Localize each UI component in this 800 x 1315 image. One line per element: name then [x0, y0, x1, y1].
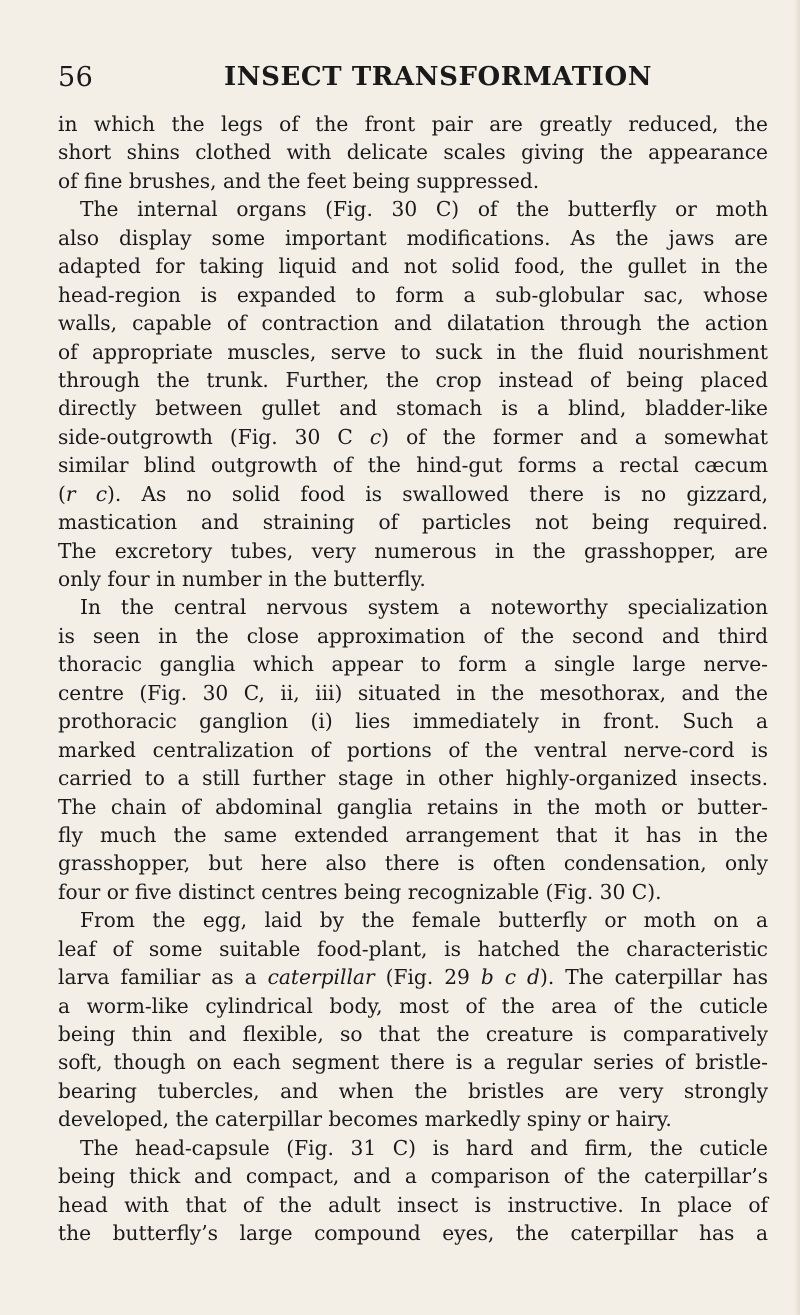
page-edge	[794, 0, 800, 1315]
text-line: head with that of the adult insect is instructive. In place of	[58, 1192, 768, 1217]
text-line: developed, the caterpillar becomes markedly spiny or hairy.	[58, 1107, 672, 1132]
text-line: prothoracic ganglion (i) lies immediately in front. Such a	[58, 709, 768, 734]
text-line: a worm-like cylindrical body, most of the area of the cuticle	[58, 993, 768, 1018]
text-line: short shins clothed with delicate scales giving the appearance	[58, 140, 768, 165]
text-line: thoracic ganglia which appear to form a single large nerve-	[58, 652, 768, 677]
text-line: grasshopper, but here also there is often condensation, only	[58, 851, 768, 876]
text-line: four or five distinct centres being recognizable (Fig. 30 C).	[58, 879, 662, 904]
text-fragment: ). The caterpillar has	[539, 965, 768, 990]
text-line: similar blind outgrowth of the hind-gut forms a rectal cæcum	[58, 453, 768, 478]
italic-label: r c	[65, 481, 108, 506]
text-line: fly much the same extended arrangement that it has in the	[58, 822, 768, 847]
text-line: The head-capsule (Fig. 31 C) is hard and firm, the cuticle	[80, 1135, 768, 1160]
page-header	[58, 62, 758, 102]
text-line: soft, though on each segment there is a regular series of bristle-	[58, 1050, 768, 1075]
body-text	[58, 110, 768, 1248]
text-line: marked centralization of portions of the ventral nerve-cord is	[58, 737, 768, 762]
text-line: adapted for taking liquid and not solid food, the gullet in the	[58, 254, 768, 279]
text-line: also display some important modifications. As the jaws are	[58, 225, 768, 250]
text-line: The chain of abdominal ganglia retains in the moth or butter-	[58, 794, 768, 819]
text-line: head-region is expanded to form a sub-globular sac, whose	[58, 282, 768, 307]
running-head: INSECT TRANSFORMATION	[224, 62, 653, 92]
text-line: carried to a still further stage in other highly-organized insects.	[58, 766, 768, 791]
text-line: mastication and straining of particles not being required.	[58, 510, 768, 535]
text-fragment: larva familiar as a	[58, 965, 268, 990]
text-line: centre (Fig. 30 C, ii, iii) situated in the mesothorax, and the	[58, 680, 768, 705]
text-line: in which the legs of the front pair are greatly reduced, the	[58, 112, 768, 136]
text-line	[58, 963, 768, 991]
text-fragment: (	[58, 481, 66, 506]
page-number: 56	[58, 62, 94, 93]
text-fragment: ). As no solid food is swallowed there is no gizzard,	[107, 481, 769, 506]
text-line: through the trunk. Further, the crop instead of being placed	[58, 367, 768, 392]
italic-label: b c d	[480, 965, 540, 990]
text-line: From the egg, laid by the female butterfly or moth on a	[80, 908, 768, 933]
text-line: The internal organs (Fig. 30 C) of the butterfly or moth	[80, 197, 768, 222]
text-line: being thin and flexible, so that the creature is comparatively	[58, 1022, 768, 1046]
text-line: bearing tubercles, and when the bristles are very strongly	[58, 1078, 768, 1103]
italic-term: caterpillar	[267, 965, 375, 990]
text-line: of fine brushes, and the feet being suppressed.	[58, 168, 540, 193]
text-fragment: side-outgrowth (Fig. 30 C	[58, 424, 370, 449]
text-line: of appropriate muscles, serve to suck in the fluid nourishment	[58, 339, 768, 364]
text-line	[58, 480, 768, 508]
text-line: In the central nervous system a noteworthy specialization	[80, 595, 768, 620]
text-line: being thick and compact, and a comparison of the caterpillar’s	[58, 1164, 768, 1189]
text-line: the butterfly’s large compound eyes, the caterpillar has a	[58, 1221, 768, 1246]
italic-label: c	[369, 424, 382, 449]
text-line: is seen in the close approximation of the second and third	[58, 623, 768, 648]
text-line: only four in number in the butterfly.	[58, 567, 426, 591]
text-line: walls, capable of contraction and dilatation through the action	[58, 311, 768, 336]
text-line: The excretory tubes, very numerous in the grasshopper, are	[58, 538, 768, 563]
text-line: leaf of some suitable food-plant, is hatched the characteristic	[58, 936, 768, 961]
text-line	[58, 423, 768, 451]
text-line: directly between gullet and stomach is a blind, bladder-like	[58, 396, 768, 421]
text-fragment: (Fig. 29	[374, 965, 481, 990]
text-fragment: ) of the former and a somewhat	[381, 424, 768, 449]
